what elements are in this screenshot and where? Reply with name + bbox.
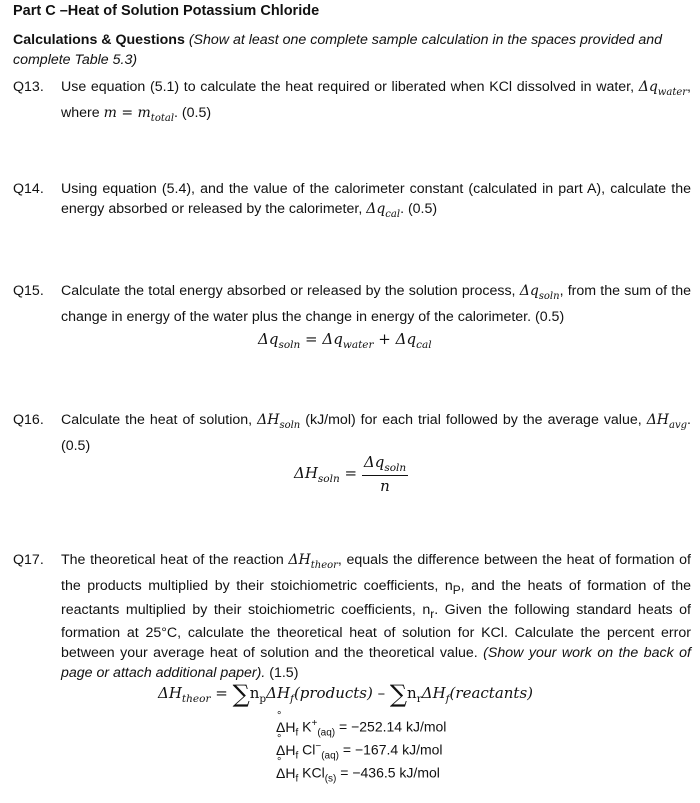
question-14-number: Q14. [13,181,44,197]
question-13 [13,77,691,129]
equation-q-soln: $\Delta q_{soln} = \Delta q_{water} + \Delta q_{cal}$ [258,330,432,351]
question-17-number: Q17. [13,552,44,568]
question-16-number: Q16. [13,412,44,428]
summation-symbol: ∑ [389,680,408,708]
part-title: Part C –Heat of Solution Potassium Chloride [13,3,320,19]
question-17 [13,550,691,683]
delta-q-water-symbol: $\Delta q_{water}$ [638,79,688,98]
question-16 [13,410,691,456]
summation-symbol: ∑ [232,680,250,708]
question-15-number: Q15. [13,283,44,299]
calculations-header-instructions: (Show at least one complete sample calculation in the spaces provided and complete Table 5.3) [13,32,663,68]
question-17-text: The theoretical heat of the reaction $\Delta H_{theor}$, equals the difference between the heat of formation of the products multiplied by their stoichiometric coefficients, $n_P$, and the heats of formation of the reactants multiplied by their stoichiometric coefficients, $n_r$. Given the following standard heats of formation at 25°C, calculate the theoretical heat of solution for KCl. Calculate the percent error between your average heat of solution and the theoretical value. (Show your work on the back of page or attach additional paper). (1.5) [61,552,691,682]
delta-h-soln-symbol: $\Delta H_{soln}$ [257,412,301,431]
calculations-header-bold: Calculations & Questions [13,32,185,48]
fraction: $\frac{\Delta q_{soln}}{n}$ [363,453,407,495]
delta-h-theor-symbol: $\Delta H_{theor}$ [288,552,338,571]
question-14 [13,179,691,225]
question-16-text: Calculate the heat of solution, $\Delta H_{soln}$ (kJ/mol) for each trial followed by the average value, $\Delta H_{avg}$. (0.5) [61,412,691,454]
question-13-text: Use equation (5.1) to calculate the heat required or liberated when KCl dissolved in water, $\Delta q_{water}$, where $m = m_{total}$. (0.5) [61,79,691,124]
equation-h-theor: $\Delta H_{theor}$ = $\sum n_p\Delta H_f(products)$ – $\sum n_r\Delta H_f(reactants)$ [158,680,533,708]
question-15-text: Calculate the total energy absorbed or released by the solution process, $\Delta q_{soln}$, from the sum of the change in energy of the water plus the change in energy of the calorimeter. (0.5) [61,283,691,325]
calculations-header [13,30,691,70]
formation-cl-minus: ΔH $^\circ_f$ $Cl^-_{(aq)} = -167.4$ kJ/mol [276,741,443,761]
delta-h-avg-symbol: $\Delta H_{avg}$ [646,412,688,431]
delta-q-soln-symbol: $\Delta q_{soln}$ [519,283,560,302]
formation-k-plus: ΔH $^\circ_f$ $K^+_{(aq)} = -252.14$ kJ/mol [276,718,446,738]
equation-h-soln: $\Delta H_{soln}$ = $\frac{\Delta q_{soln}}{n}$ [294,453,407,495]
delta-q-cal-symbol: $\Delta q_{cal}$ [366,201,401,220]
question-15 [13,281,691,327]
question-14-text: Using equation (5.4), and the value of the calorimeter constant (calculated in part A), calculate the energy absorbed or released by the calorimeter, $\Delta q_{cal}$. (0.5) [61,181,691,220]
mass-symbol: $m = m_{total}$ [103,104,175,124]
formation-kcl-solid: ΔH $^\circ_f$ KCl$_{(s)}$ = −436.5 kJ/mol [276,764,440,784]
question-13-number: Q13. [13,79,44,95]
